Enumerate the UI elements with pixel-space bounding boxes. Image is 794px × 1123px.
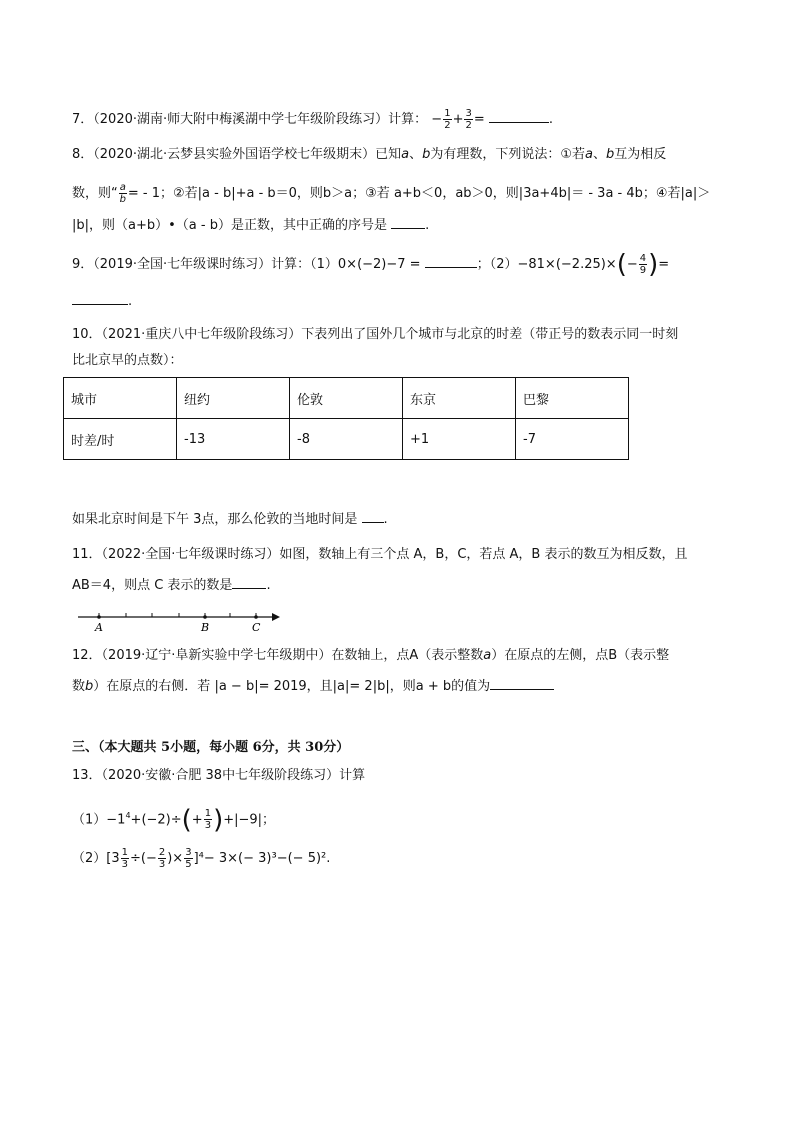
section-3-title: 三、（本大题共 5小题，每小题 6分，共 30分） xyxy=(72,740,350,755)
point-b xyxy=(203,615,207,619)
fraction: $\frac{1}{3}$ xyxy=(204,808,212,832)
fraction: $\frac{3}{2}$ xyxy=(465,108,472,131)
question-12-line2: 数b）在原点的右侧．若 |a − b|= 2019，且|a|= 2|b|，则a + b的值为 xyxy=(72,677,554,697)
answer-blank xyxy=(362,510,384,523)
point-c xyxy=(254,615,258,619)
question-11-line2: AB＝4，则点 C 表示的数是 . xyxy=(72,578,271,593)
table-row xyxy=(64,419,629,460)
answer-blank xyxy=(490,677,554,690)
label-b: B xyxy=(201,621,210,634)
label-c: C xyxy=(252,621,261,634)
fraction: $\frac{3}{5}$ xyxy=(185,847,192,870)
fraction: $\frac{1}{3}$ xyxy=(121,847,128,870)
table-cell: 城市 xyxy=(64,378,177,419)
fraction: $\frac{4}{9}$ xyxy=(639,253,647,276)
table-cell: +1 xyxy=(403,419,516,460)
question-13: 13．（2020·安徽·合肥 38中七年级阶段练习）计算 xyxy=(72,768,366,783)
table-cell: -7 xyxy=(516,419,629,460)
table-cell: 时差/时 xyxy=(64,419,177,460)
table-row xyxy=(64,378,629,419)
question-8-line2: 数，则“ $\frac{a}{b}$ = - 1；②若|a - b|+a - b＝0，则b＞a；③若 a+b＜0，ab＞0，则|3a+4b|＝ - 3a - 4b；④若|a|＞ xyxy=(72,182,711,205)
arrow-icon xyxy=(272,613,280,621)
table-cell: 东京 xyxy=(403,378,516,419)
table-cell: 巴黎 xyxy=(516,378,629,419)
table-cell: 纽约 xyxy=(177,378,290,419)
answer-blank xyxy=(489,110,549,123)
question-9-line2: . xyxy=(72,292,132,312)
answer-blank xyxy=(425,255,477,268)
question-12-line1: 12．（2019·辽宁·阜新实验中学七年级期中）在数轴上，点A（表示整数a）在原点的左侧，点B（表示整 xyxy=(72,648,670,663)
fraction: $\frac{a}{b}$ xyxy=(119,182,126,205)
question-11-line1: 11．（2022·全国·七年级课时练习）如图，数轴上有三个点 A，B，C，若点 A，B 表示的数互为相反数，且 xyxy=(72,547,688,562)
question-13-part2: （2）[3 $\frac{1}{3}$ ÷(− $\frac{2}{3}$ )× $\frac{3}{5}$ ]⁴− 3×(− 3)³−(− 5)². xyxy=(72,847,331,870)
question-10-line2: 比北京早的点数）： xyxy=(72,353,183,368)
question-7: 7．（2020·湖南·师大附中梅溪湖中学七年级阶段练习）计算： − $\frac{1}{2}$ + $\frac{3}{2}$ = . xyxy=(72,108,554,131)
fraction: $\frac{2}{3}$ xyxy=(158,847,166,870)
question-10-line1: 10．（2021·重庆八中七年级阶段练习）下表列出了国外几个城市与北京的时差（带正号的数表示同一时刻 xyxy=(72,327,679,342)
answer-blank xyxy=(72,292,128,305)
table-cell: -13 xyxy=(177,419,290,460)
question-10-after: 如果北京时间是下午 3点，那么伦敦的当地时间是 . xyxy=(72,512,388,527)
question-13-part1: $(1)-1^4+(-2)\div(+$ $\frac{1}{3}$ )+|−9|； xyxy=(72,804,276,835)
answer-blank xyxy=(391,216,425,229)
time-difference-table xyxy=(63,377,629,460)
table-cell: -8 xyxy=(290,419,403,460)
number-line xyxy=(72,606,284,634)
fraction: $\frac{1}{2}$ xyxy=(444,108,451,131)
point-a xyxy=(97,615,101,619)
question-8-line3: |b|，则（a+b）•（a - b）是正数，其中正确的序号是 . xyxy=(72,218,430,233)
answer-blank xyxy=(232,576,266,589)
question-9: 9．（2019·全国·七年级课时练习）计算：（1）0×(−2)−7 = ；（2）−81×(−2.25)×(− $\frac{4}{9}$ )= xyxy=(72,249,670,280)
question-8-line1: 8．（2020·湖北·云梦县实验外国语学校七年级期末）已知a、b为有理数，下列说法：①若a、b互为相反 xyxy=(72,147,667,162)
table-cell: 伦敦 xyxy=(290,378,403,419)
label-a: A xyxy=(95,621,103,634)
